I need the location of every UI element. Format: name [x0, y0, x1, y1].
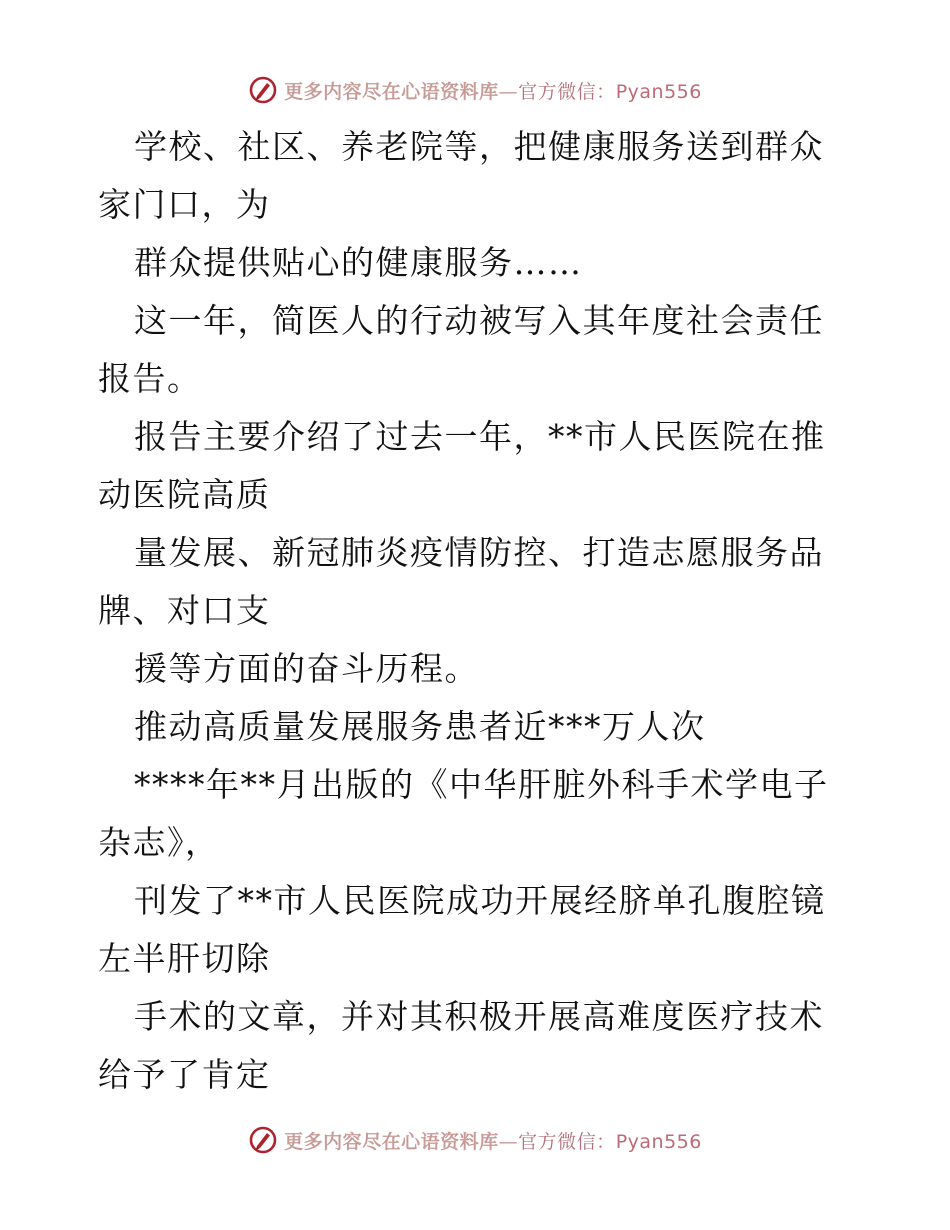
paragraph: 学校、社区、养老院等，把健康服务送到群众家门口，为: [98, 127, 824, 224]
banner-separator: —: [498, 80, 519, 103]
paragraph: 刊发了**市人民医院成功开展经脐单孔腹腔镜左半肝切除: [98, 881, 826, 978]
document-body: [98, 118, 858, 1104]
banner-separator: —: [498, 1130, 519, 1153]
paragraph: 群众提供贴心的健康服务……: [134, 243, 583, 282]
banner-wechat-label: 官方微信：: [518, 80, 616, 103]
paragraph: 这一年，简医人的行动被写入其年度社会责任报告。: [98, 301, 824, 398]
paragraph: 援等方面的奋斗历程。: [134, 649, 479, 688]
footer-banner: [0, 1120, 950, 1160]
banner-wechat-id: Pyan556: [615, 80, 702, 103]
banner-main-text: 更多内容尽在心语资料库: [284, 80, 499, 103]
banner-main-text: 更多内容尽在心语资料库: [284, 1130, 499, 1153]
header-banner: [0, 70, 950, 110]
paragraph: 推动高质量发展服务患者近***万人次: [134, 707, 706, 746]
paragraph: ****年**月出版的《中华肝脏外科手术学电子杂志》，: [98, 765, 829, 862]
paragraph: 量发展、新冠肺炎疫情防控、打造志愿服务品牌、对口支: [98, 533, 824, 630]
pen-circle-logo-icon: [248, 75, 278, 105]
pen-circle-logo-icon: [248, 1125, 278, 1155]
banner-wechat-label: 官方微信：: [518, 1130, 616, 1153]
paragraph: 手术的文章，并对其积极开展高难度医疗技术给予了肯定: [98, 997, 824, 1094]
paragraph: 报告主要介绍了过去一年，**市人民医院在推动医院高质: [98, 417, 826, 514]
banner-wechat-id: Pyan556: [615, 1130, 702, 1153]
